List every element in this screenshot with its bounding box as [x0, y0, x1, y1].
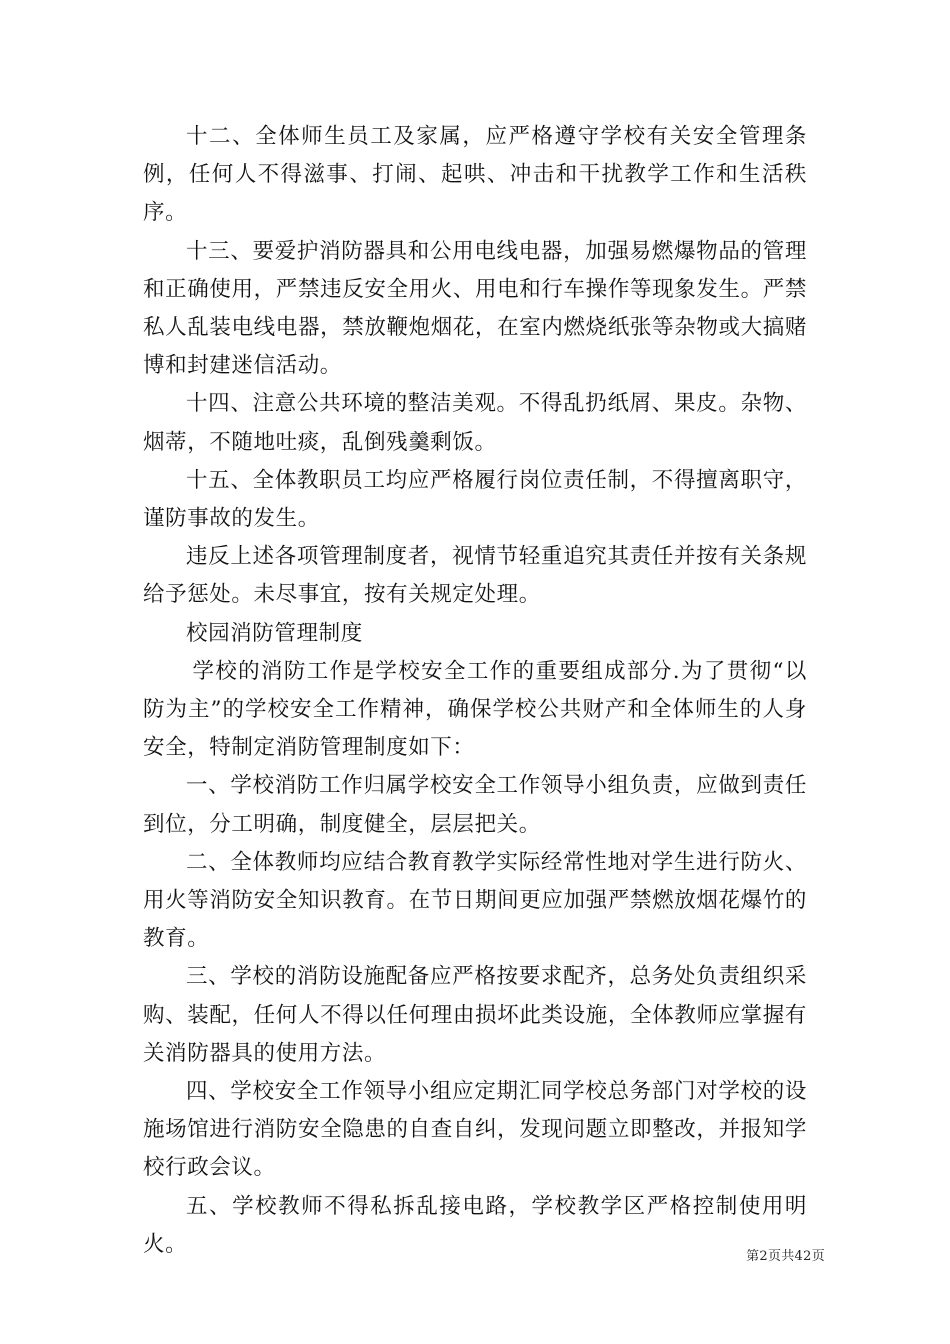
paragraph-penalty-note: 违反上述各项管理制度者，视情节轻重追究其责任并按有关条规给予惩处。未尽事宜，按有关规定处理。	[143, 544, 807, 608]
paragraph-fire-rule-2: 二、全体教师均应结合教育教学实际经常性地对学生进行防火、用火等消防安全知识教育。在节日期间更应加强严禁燃放烟花爆竹的教育。	[143, 849, 807, 952]
paragraph-fire-rule-4: 四、学校安全工作领导小组应定期汇同学校总务部门对学校的设施场馆进行消防安全隐患的自查自纠，发现问题立即整改，并报知学校行政会议。	[143, 1079, 807, 1181]
section-title-fire-management: 校园消防管理制度	[186, 620, 363, 646]
paragraph-rule-15: 十五、全体教职员工均应严格履行岗位责任制，不得擅离职守，谨防事故的发生。	[143, 467, 807, 532]
paragraph-fire-intro: 学校的消防工作是学校安全工作的重要组成部分.为了贯彻“以防为主”的学校安全工作精神，确保学校公共财产和全体师生的人身安全，特制定消防管理制度如下：	[143, 658, 807, 761]
paragraph-fire-rule-1: 一、学校消防工作归属学校安全工作领导小组负责，应做到责任到位，分工明确，制度健全，层层把关。	[143, 773, 807, 837]
paragraph-rule-13: 十三、要爱护消防器具和公用电线电器，加强易燃爆物品的管理和正确使用，严禁违反安全用火、用电和行车操作等现象发生。严禁私人乱装电线电器，禁放鞭炮烟花，在室内燃烧纸张等杂物或大搞赌博和封建迷信活动。	[143, 238, 807, 379]
paragraph-fire-rule-5: 五、学校教师不得私拆乱接电路，学校教学区严格控制使用明火。	[143, 1193, 807, 1257]
page-footer	[0, 1245, 825, 1264]
page-number-label: 第2页共42页	[746, 1249, 825, 1264]
paragraph-rule-12: 十二、全体师生员工及家属，应严格遵守学校有关安全管理条例，任何人不得滋事、打闹、起哄、冲击和干扰教学工作和生活秩序。	[143, 124, 807, 226]
paragraph-fire-rule-3: 三、学校的消防设施配备应严格按要求配齐，总务处负责组织采购、装配，任何人不得以任何理由损坏此类设施，全体教师应掌握有关消防器具的使用方法。	[143, 964, 807, 1066]
document-body	[143, 118, 807, 1264]
paragraph-rule-14: 十四、注意公共环境的整洁美观。不得乱扔纸屑、果皮。杂物、烟蒂，不随地吐痰，乱倒残羹剩饭。	[143, 391, 807, 455]
